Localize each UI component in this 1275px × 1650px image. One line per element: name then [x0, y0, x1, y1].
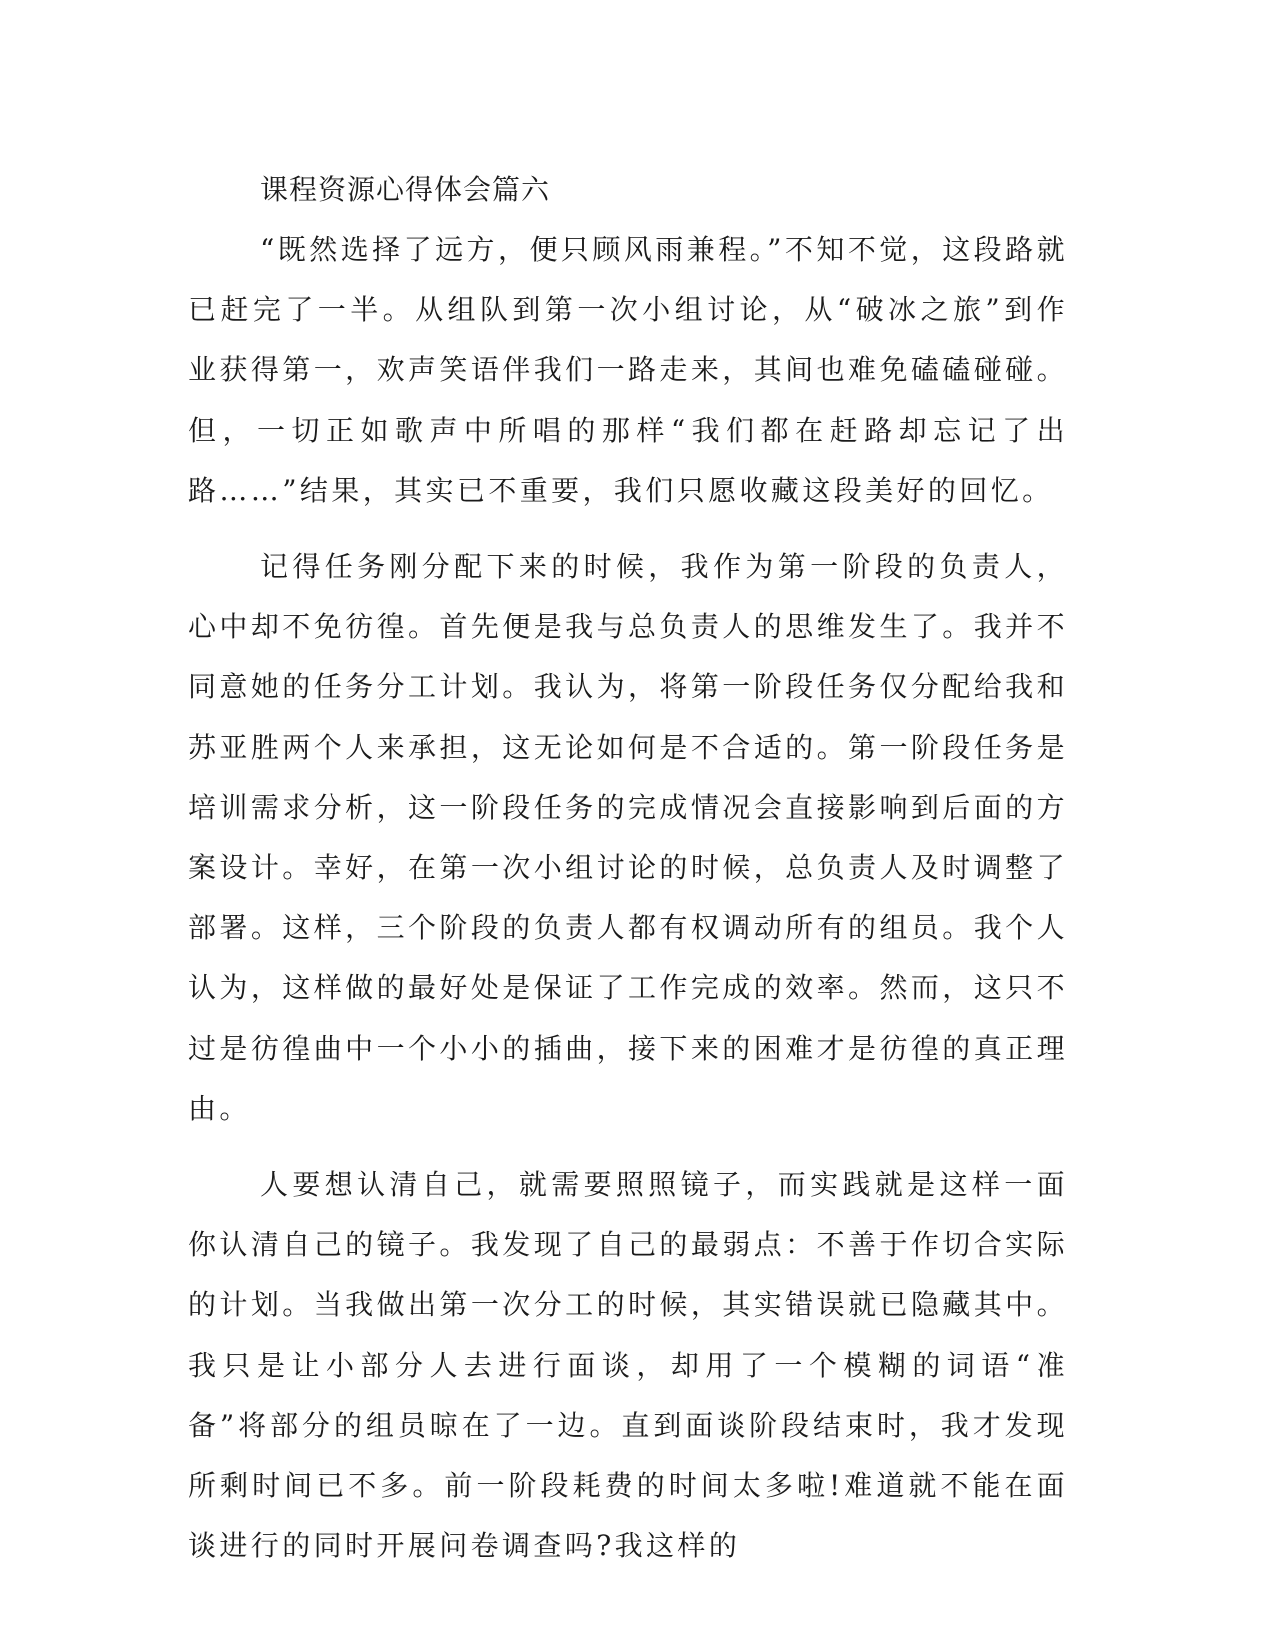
document-body: [188, 160, 1068, 1576]
paragraph-3: 人要想认清自己，就需要照照镜子，而实践就是这样一面你认清自己的镜子。我发现了自己的最弱点：不善于作切合实际的计划。当我做出第一次分工的时候，其实错误就已隐藏其中。我只是让小部分人去进行面谈，却用了一个模糊的词语“准备”将部分的组员晾在了一边。直到面谈阶段结束时，我才发现所剩时间已不多。前一阶段耗费的时间太多啦!难道就不能在面谈进行的同时开展问卷调查吗?我这样的: [188, 1168, 1068, 1563]
document-title: 课程资源心得体会篇六: [260, 173, 551, 206]
paragraph-2: 记得任务刚分配下来的时候，我作为第一阶段的负责人，心中却不免彷徨。首先便是我与总负责人的思维发生了。我并不同意她的任务分工计划。我认为，将第一阶段任务仅分配给我和苏亚胜两个人来承担，这无论如何是不合适的。第一阶段任务是培训需求分析，这一阶段任务的完成情况会直接影响到后面的方案设计。幸好，在第一次小组讨论的时候，总负责人及时调整了部署。这样，三个阶段的负责人都有权调动所有的组员。我个人认为，这样做的最好处是保证了工作完成的效率。然而，这只不过是彷徨曲中一个小小的插曲，接下来的困难才是彷徨的真正理由。: [188, 550, 1068, 1125]
paragraph-1: “既然选择了远方，便只顾风雨兼程。”不知不觉，这段路就已赶完了一半。从组队到第一次小组讨论，从“破冰之旅”到作业获得第一，欢声笑语伴我们一路走来，其间也难免磕磕碰碰。但，一切正如歌声中所唱的那样“我们都在赶路却忘记了出路……”结果，其实已不重要，我们只愿收藏这段美好的回忆。: [188, 233, 1068, 507]
